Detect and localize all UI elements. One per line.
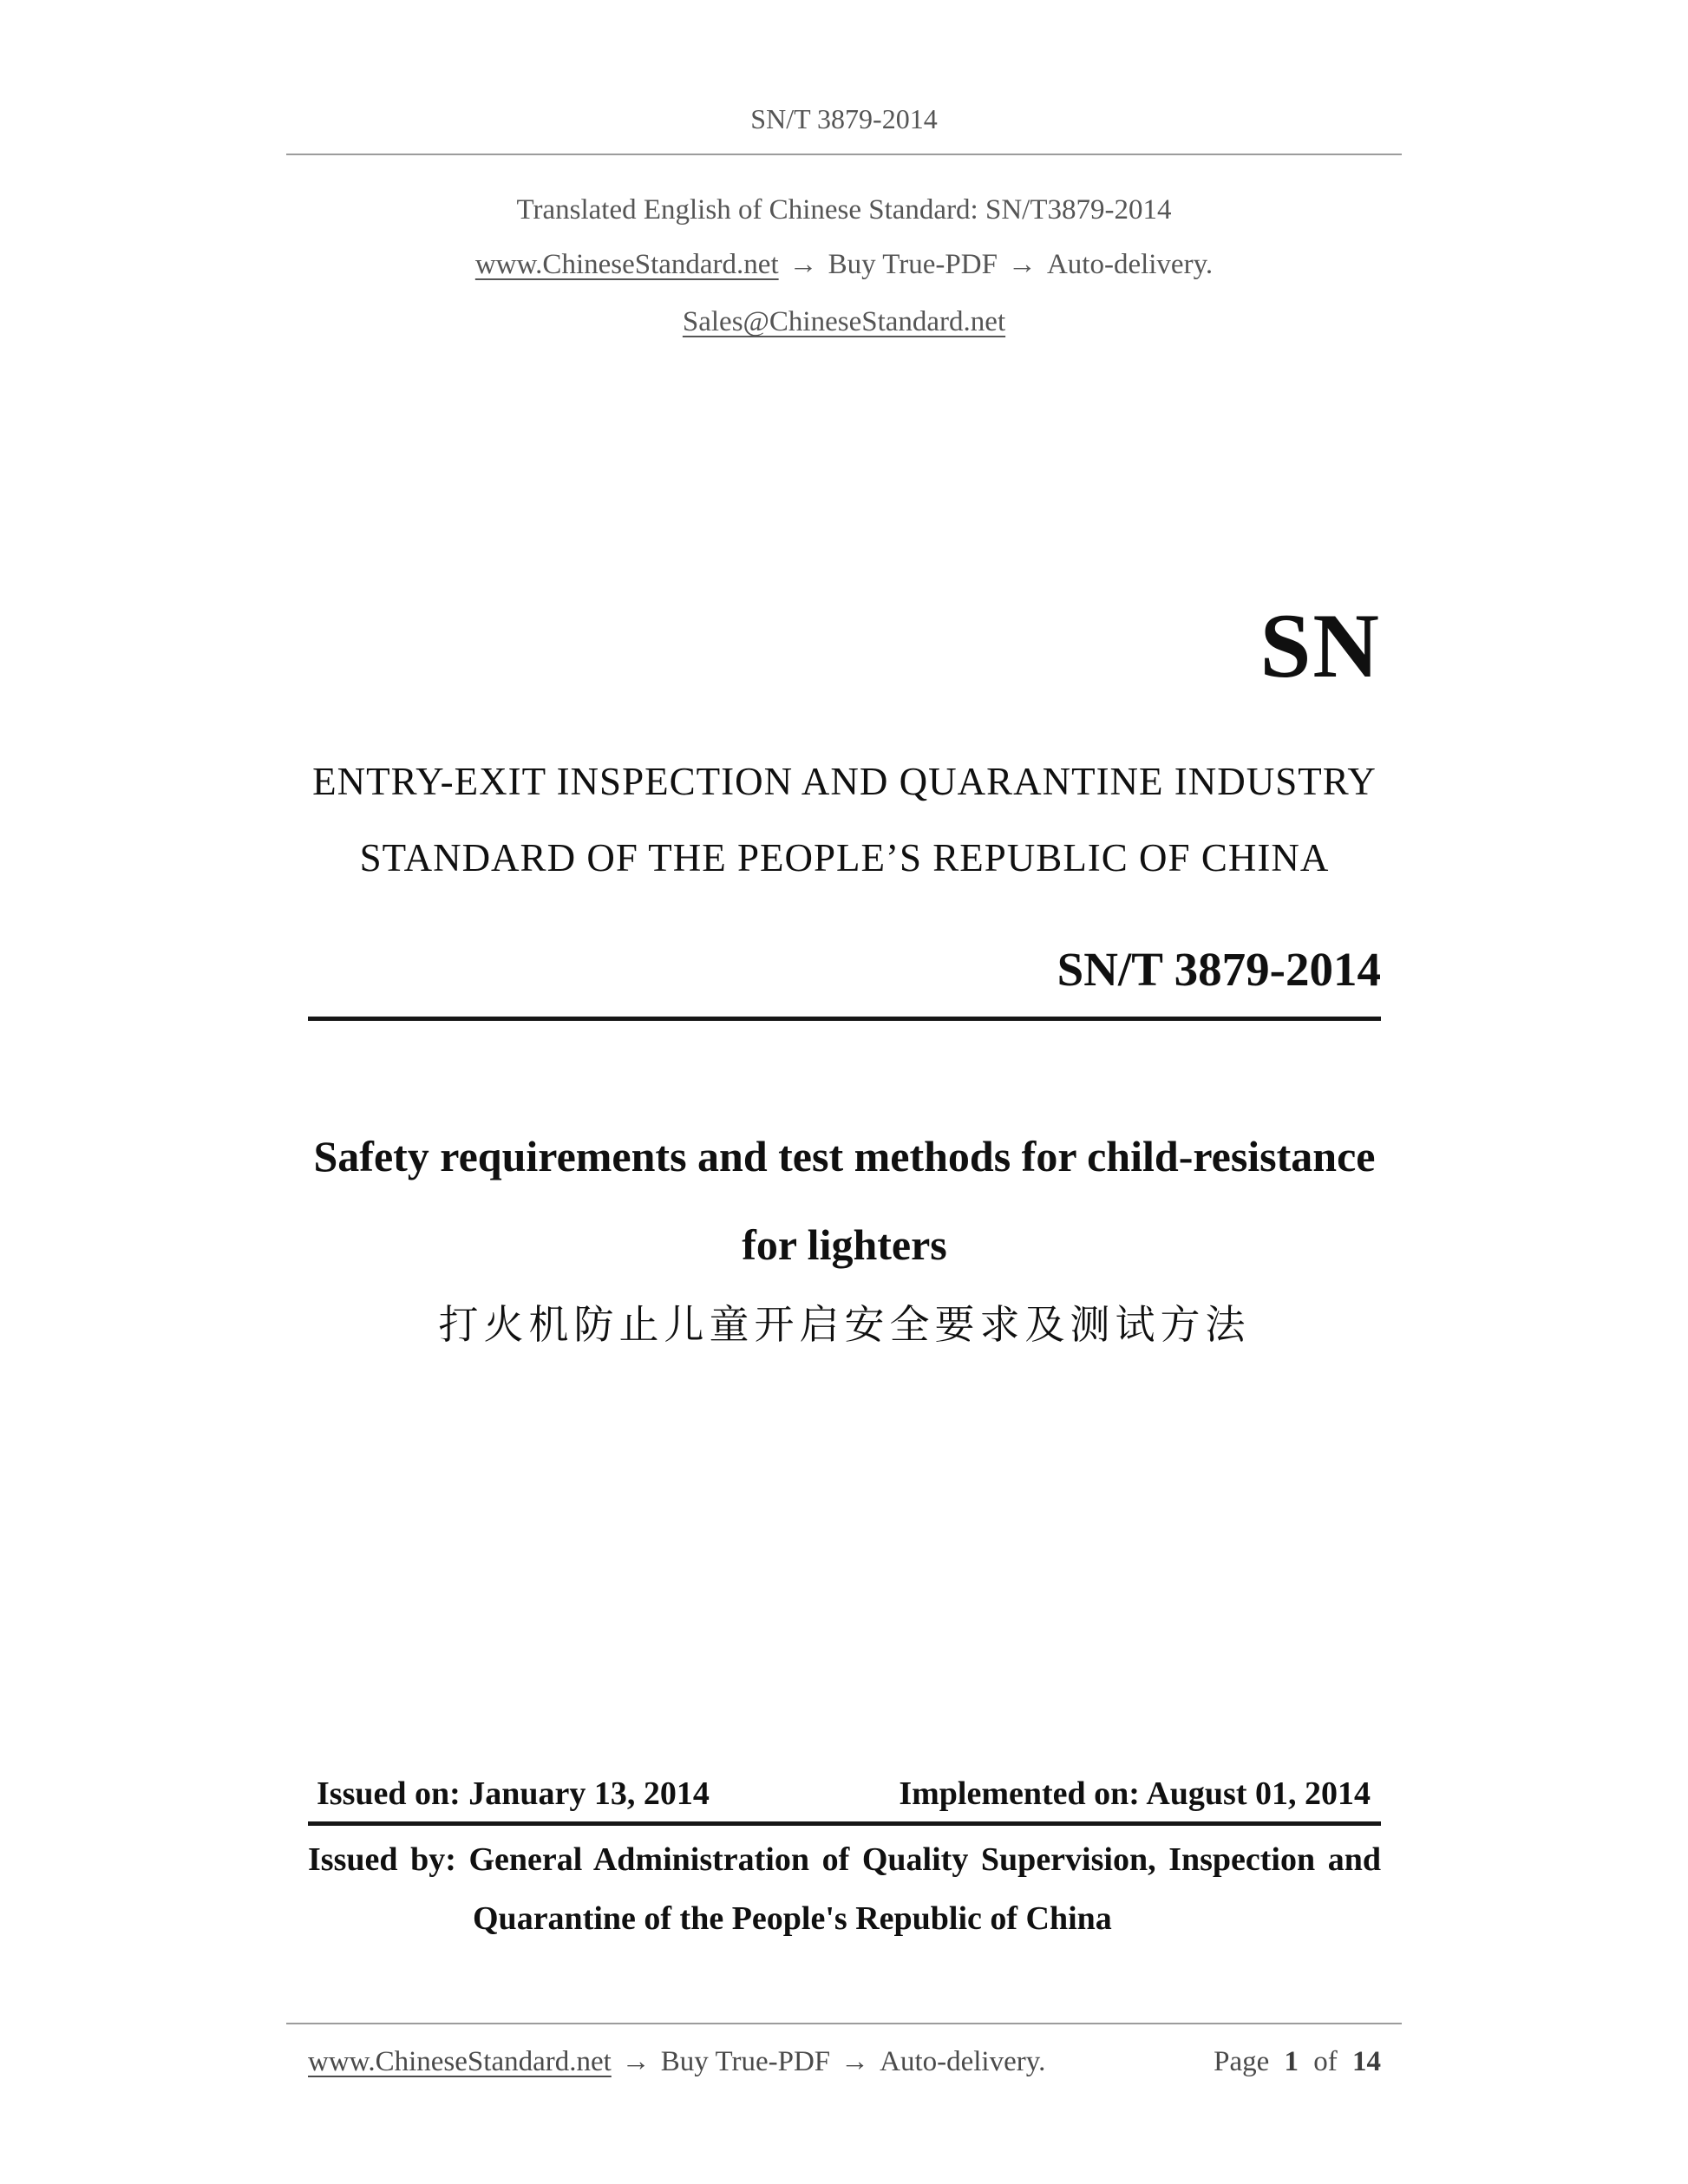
running-header-doc-code: SN/T 3879-2014 — [750, 103, 938, 134]
footer-links-line — [308, 2043, 1045, 2080]
arrow-right-icon: → — [1007, 249, 1037, 280]
implemented-on-text: Implemented on: August 01, 2014 — [899, 1775, 1371, 1812]
org-standard-line-2: STANDARD OF THE PEOPLE’S REPUBLIC OF CHINA — [359, 836, 1330, 879]
translated-standard-line: Translated English of Chinese Standard: SN/T3879-2014 — [516, 194, 1172, 226]
issued-by-line-1: Issued by: General Administration of Quality Supervision, Inspection and — [308, 1841, 1381, 1878]
site-link[interactable]: www.ChineseStandard.net — [474, 249, 779, 280]
sales-email-link[interactable]: Sales@ChineseStandard.net — [682, 306, 1006, 337]
email-line — [0, 304, 1688, 339]
footer-divider — [286, 2023, 1402, 2024]
footer-row — [308, 2043, 1381, 2080]
doc-title-en-line-1: Safety requirements and test methods for child-resistance — [313, 1132, 1376, 1180]
of-label: of — [1313, 2046, 1338, 2077]
buy-true-pdf-label: Buy True-PDF — [828, 249, 998, 280]
auto-delivery-label: Auto-delivery. — [1046, 249, 1214, 280]
header-divider — [286, 154, 1402, 155]
footer-site-link[interactable]: www.ChineseStandard.net — [308, 2046, 612, 2077]
standard-number-divider — [308, 1017, 1381, 1021]
arrow-right-icon: → — [621, 2046, 651, 2077]
issue-dates-row — [308, 1773, 1381, 1815]
doc-title-en-line-2: for lighters — [742, 1220, 947, 1269]
sn-logo: SN — [1259, 595, 1381, 696]
page-indicator — [1214, 2043, 1381, 2080]
standard-number: SN/T 3879-2014 — [1057, 943, 1381, 996]
header-links-line — [0, 247, 1688, 282]
footer-buy-true-pdf-label: Buy True-PDF — [660, 2046, 831, 2077]
issued-by-line-2: Quarantine of the People's Republic of China — [473, 1900, 1112, 1937]
doc-title-zh: 打火机防止儿童开启安全要求及测试方法 — [438, 1303, 1251, 1347]
issued-on-text: Issued on: January 13, 2014 — [317, 1775, 710, 1812]
org-standard-line-1: ENTRY-EXIT INSPECTION AND QUARANTINE INDUSTRY — [312, 760, 1377, 803]
page-total: 14 — [1352, 2046, 1381, 2077]
issue-dates-divider — [308, 1821, 1381, 1826]
footer-auto-delivery-label: Auto-delivery. — [880, 2046, 1046, 2077]
arrow-right-icon: → — [788, 249, 818, 280]
arrow-right-icon: → — [841, 2046, 870, 2077]
page-label: Page — [1214, 2046, 1270, 2077]
page-current: 1 — [1284, 2046, 1299, 2077]
